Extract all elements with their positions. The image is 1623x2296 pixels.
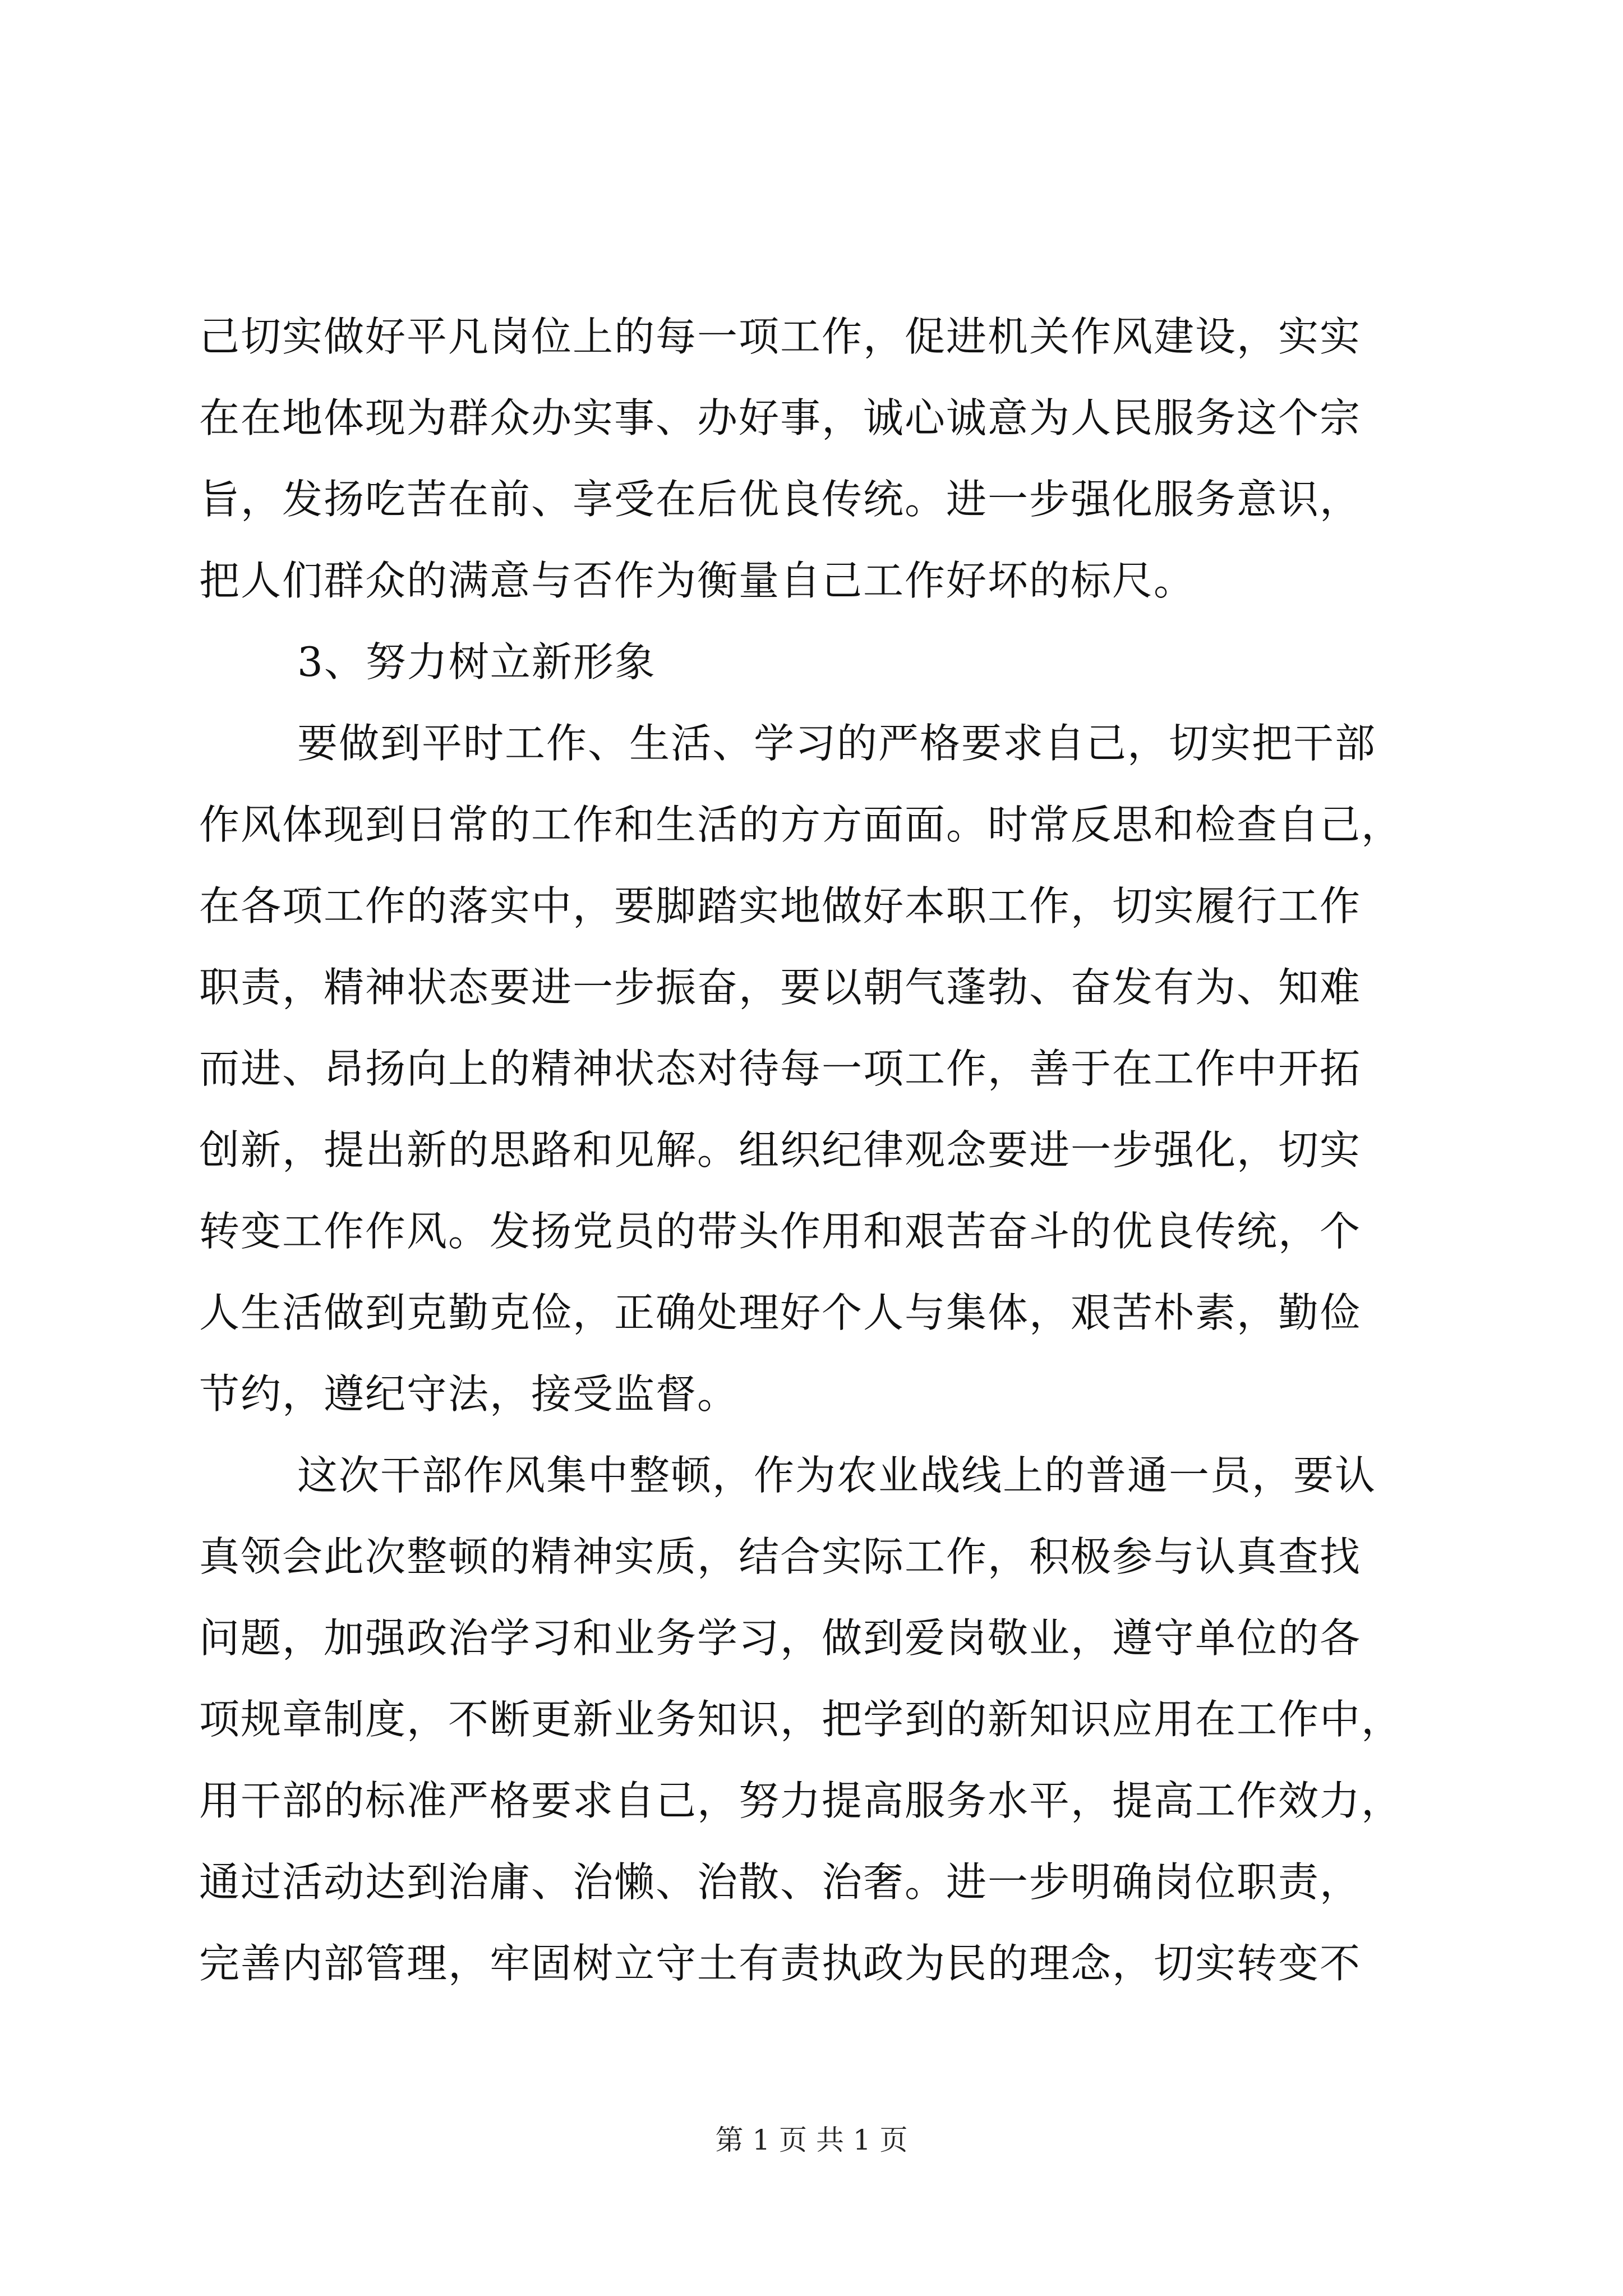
section-heading-text: 3、努力树立新形象 xyxy=(297,638,656,685)
body-line xyxy=(0,373,1623,463)
body-line-text: 在各项工作的落实中，要脚踏实地做好本职工作，切实履行工作 xyxy=(199,882,1362,930)
section-heading xyxy=(0,617,1623,707)
body-line-text: 创新，提出新的思路和见解。组织纪律观念要进一步强化，切实 xyxy=(199,1126,1362,1174)
body-line xyxy=(0,1593,1623,1683)
body-line-text: 作风体现到日常的工作和生活的方方面面。时常反思和检查自己， xyxy=(199,801,1403,848)
body-line xyxy=(0,1837,1623,1927)
body-line xyxy=(0,1512,1623,1602)
body-line-text: 要做到平时工作、生活、学习的严格要求自己，切实把干部 xyxy=(297,720,1377,767)
body-line-text: 己切实做好平凡岗位上的每一项工作，促进机关作风建设，实实 xyxy=(199,313,1362,360)
body-line-text: 真领会此次整顿的精神实质，结合实际工作，积极参与认真查找 xyxy=(199,1533,1362,1580)
body-line xyxy=(0,780,1623,869)
body-line xyxy=(0,454,1623,544)
body-line-text: 问题，加强政治学习和业务学习，做到爱岗敬业，遵守单位的各 xyxy=(199,1614,1362,1662)
body-line xyxy=(0,1674,1623,1764)
body-line xyxy=(0,1024,1623,1114)
body-line xyxy=(0,1268,1623,1358)
body-line-text: 在在地体现为群众办实事、办好事，诚心诚意为人民服务这个宗 xyxy=(199,394,1362,441)
body-line-text: 节约，遵纪守法，接受监督。 xyxy=(199,1370,739,1418)
body-line-text: 职责，精神状态要进一步振奋，要以朝气蓬勃、奋发有为、知难 xyxy=(199,964,1362,1011)
body-line xyxy=(0,1186,1623,1276)
page-footer: 第 1 页 共 1 页 xyxy=(715,2124,908,2156)
paragraph-first-line xyxy=(0,1430,1623,1520)
body-line-text: 完善内部管理，牢固树立守土有责执政为民的理念，切实转变不 xyxy=(199,1940,1362,1987)
body-line xyxy=(0,861,1623,951)
body-line-text: 这次干部作风集中整顿，作为农业战线上的普通一员，要认 xyxy=(297,1452,1377,1499)
body-line-text: 通过活动达到治庸、治懒、治散、治奢。进一步明确岗位职责， xyxy=(199,1858,1362,1906)
body-line xyxy=(0,1105,1623,1195)
body-line-text: 转变工作作风。发扬党员的带头作用和艰苦奋斗的优良传统，个 xyxy=(199,1208,1362,1255)
body-line-text: 项规章制度，不断更新业务知识，把学到的新知识应用在工作中， xyxy=(199,1696,1403,1743)
body-line-text: 人生活做到克勤克俭，正确处理好个人与集体，艰苦朴素，勤俭 xyxy=(199,1289,1362,1336)
body-line-text: 旨，发扬吃苦在前、享受在后优良传统。进一步强化服务意识， xyxy=(199,476,1362,523)
body-line-text: 把人们群众的满意与否作为衡量自己工作好坏的标尺。 xyxy=(199,557,1196,604)
body-line xyxy=(0,1918,1623,2008)
body-line xyxy=(0,536,1623,625)
body-line xyxy=(0,1756,1623,1846)
paragraph-first-line xyxy=(0,698,1623,788)
body-line xyxy=(0,292,1623,381)
body-line-text: 而进、昂扬向上的精神状态对待每一项工作，善于在工作中开拓 xyxy=(199,1045,1362,1092)
body-line-text: 用干部的标准严格要求自己，努力提高服务水平，提高工作效力， xyxy=(199,1777,1403,1824)
body-line xyxy=(0,942,1623,1032)
body-line xyxy=(0,1349,1623,1439)
